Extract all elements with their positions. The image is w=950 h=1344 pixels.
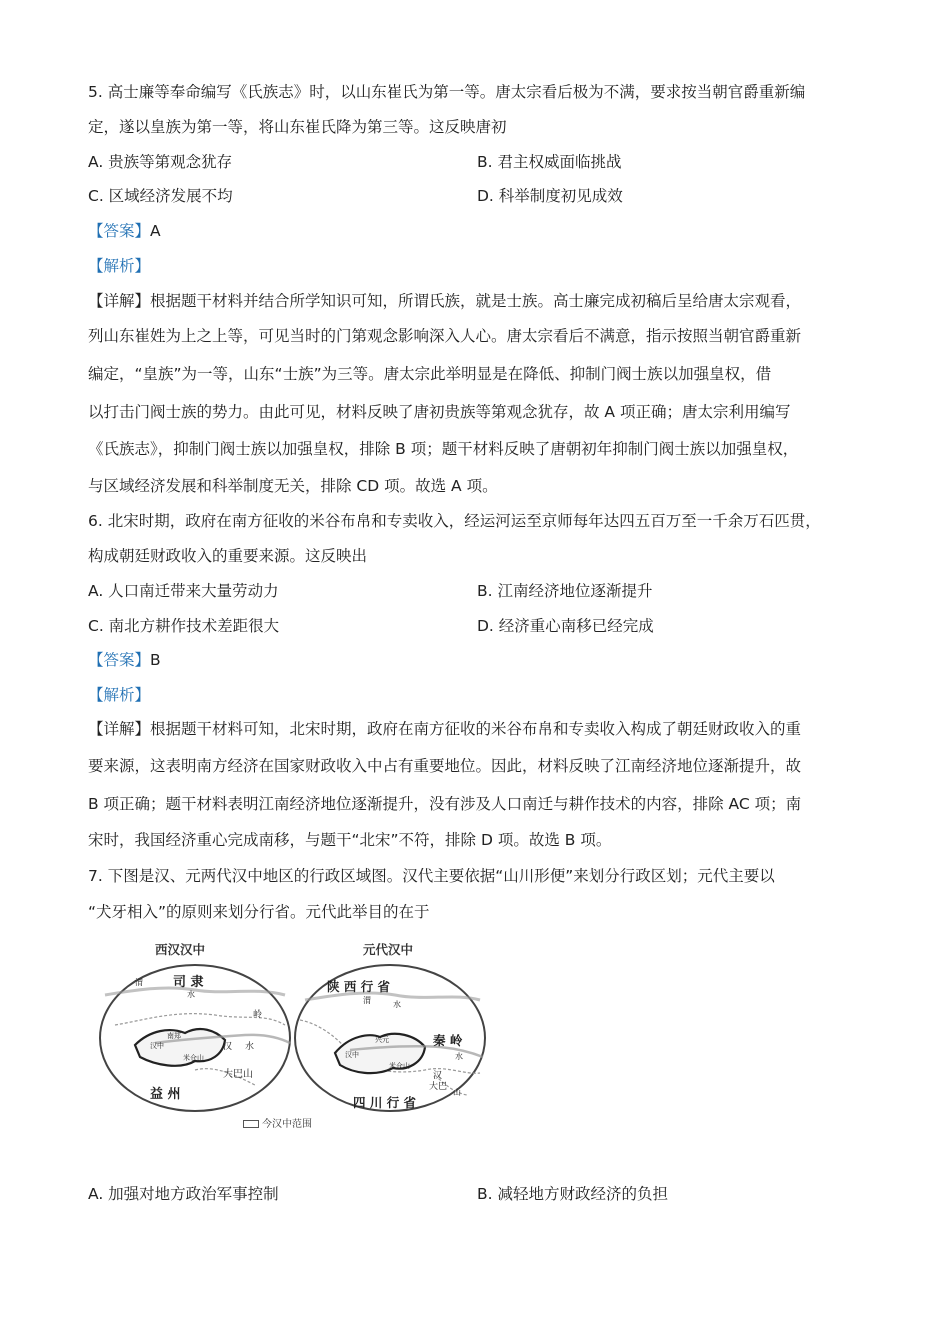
answer-tag: 【答案】 xyxy=(88,651,151,669)
q5-answer xyxy=(88,221,161,241)
left-map-title: 西汉汉中 xyxy=(155,942,206,957)
q5-detail-line6: 与区域经济发展和科举制度无关，排除 CD 项。故选 A 项。 xyxy=(88,477,498,495)
q6-stem-line2: 构成朝廷财政收入的重要来源。这反映出 xyxy=(88,547,368,565)
q6-answer xyxy=(88,650,161,670)
q5-option-a: A. 贵族等第观念犹存 xyxy=(88,153,233,171)
answer-tag: 【答案】 xyxy=(88,222,151,240)
label-hanzhong-left: 汉中 xyxy=(150,1042,164,1050)
label-micangshan-left: 米仓山 xyxy=(183,1054,204,1062)
label-shui-right: 水 xyxy=(393,1000,401,1009)
q5-option-c: C. 区域经济发展不均 xyxy=(88,187,233,205)
label-daba-right: 大巴 xyxy=(429,1082,448,1092)
label-sichuan: 四 川 行 省 xyxy=(353,1095,417,1110)
q5-detail-line2: 列山东崔姓为上之上等，可见当时的门第观念影响深入人心。唐太宗看后不满意，指示按照当朝官爵重新 xyxy=(88,327,802,345)
q6-detail-line3: B 项正确；题干材料表明江南经济地位逐渐提升，没有涉及人口南迁与耕作技术的内容，排除 AC 项；南 xyxy=(88,795,802,813)
q6-option-a: A. 人口南迁带来大量劳动力 xyxy=(88,582,279,600)
q5-detail-line4: 以打击门阀士族的势力。由此可见，材料反映了唐初贵族等第观念犹存，故 A 项正确；唐太宗利用编写 xyxy=(88,403,791,421)
q5-detail-line3: 编定，“皇族”为一等，山东“士族”为三等。唐太宗此举明显是在降低、抑制门阀士族以加强皇权，借 xyxy=(88,365,772,383)
label-han-right: 汉 xyxy=(433,1071,443,1081)
q6-detail-line4: 宋时，我国经济重心完成南移，与题干“北宋”不符，排除 D 项。故选 B 项。 xyxy=(88,831,612,849)
label-yizhou: 益 州 xyxy=(150,1087,181,1102)
map-legend: 今汉中范围 xyxy=(243,1115,312,1130)
q5-option-b: B. 君主权威面临挑战 xyxy=(477,153,622,171)
label-shui2-right: 水 xyxy=(455,1052,463,1061)
answer-value: B xyxy=(150,651,161,669)
q6-option-d: D. 经济重心南移已经完成 xyxy=(477,617,654,635)
label-shaanxi: 陕 西 行 省 xyxy=(327,979,391,994)
label-wei-left: 渭 xyxy=(135,978,143,987)
label-ling-left: 岭 xyxy=(253,1010,263,1020)
q7-stem-line1: 7. 下图是汉、元两代汉中地区的行政区域图。汉代主要依据“山川形便”来划分行政区划；元代主要以 xyxy=(88,867,775,885)
label-shan-right: 山 xyxy=(453,1088,461,1097)
right-map-title: 元代汉中 xyxy=(363,942,414,957)
label-shui2-left: 水 xyxy=(245,1042,255,1052)
label-sili: 司 隶 xyxy=(173,975,204,990)
label-han-left: 汉 xyxy=(223,1042,233,1052)
q6-analysis-tag: 【解析】 xyxy=(88,686,151,704)
q6-stem-line1: 6. 北宋时期，政府在南方征收的米谷布帛和专卖收入，经运河运至京师每年达四五百万至一千余万石匹贯， xyxy=(88,512,821,530)
q6-option-b: B. 江南经济地位逐渐提升 xyxy=(477,582,653,600)
q7-option-b: B. 减轻地方财政经济的负担 xyxy=(477,1185,668,1203)
label-micangshan-right: 米仓山 xyxy=(389,1062,410,1070)
q5-option-d: D. 科举制度初见成效 xyxy=(477,187,623,205)
answer-value: A xyxy=(150,222,161,240)
q6-detail-line2: 要来源，这表明南方经济在国家财政收入中占有重要地位。因此，材料反映了江南经济地位逐渐提升，故 xyxy=(88,757,802,775)
label-xingyuan: 兴元 xyxy=(375,1036,389,1044)
q7-option-a: A. 加强对地方政治军事控制 xyxy=(88,1185,279,1203)
label-shui-left: 水 xyxy=(187,990,195,999)
q7-stem-line2: “犬牙相入”的原则来划分行省。元代此举目的在于 xyxy=(88,903,430,921)
label-wei-right: 渭 xyxy=(363,996,371,1005)
q5-detail-line1: 【详解】根据题干材料并结合所学知识可知，所谓氏族，就是士族。高士廉完成初稿后呈给唐太宗观看， xyxy=(88,292,802,310)
hanzhong-maps-figure xyxy=(95,935,495,1130)
label-nanzheng: 南郑 xyxy=(167,1032,181,1040)
q5-analysis-tag: 【解析】 xyxy=(88,257,151,275)
detail-tag: 【详解】 xyxy=(88,720,151,738)
q5-stem-line2: 定，遂以皇族为第一等，将山东崔氏降为第三等。这反映唐初 xyxy=(88,118,507,136)
q5-detail-line5: 《氏族志》，抑制门阀士族以加强皇权，排除 B 项；题干材料反映了唐朝初年抑制门阀士族以加强皇权， xyxy=(88,440,799,458)
detail-tag: 【详解】 xyxy=(88,292,151,310)
label-qinling: 秦 岭 xyxy=(433,1033,463,1048)
q6-option-c: C. 南北方耕作技术差距很大 xyxy=(88,617,280,635)
label-hanzhong-right: 汉中 xyxy=(345,1051,359,1059)
label-dabashan: 大巴山 xyxy=(223,1069,253,1080)
q6-detail-line1: 【详解】根据题干材料可知，北宋时期，政府在南方征收的米谷布帛和专卖收入构成了朝廷财政收入的重 xyxy=(88,720,802,738)
q5-stem-line1: 5. 高士廉等奉命编写《氏族志》时，以山东崔氏为第一等。唐太宗看后极为不满，要求按当朝官爵重新编 xyxy=(88,83,806,101)
legend-box-icon xyxy=(243,1120,259,1128)
